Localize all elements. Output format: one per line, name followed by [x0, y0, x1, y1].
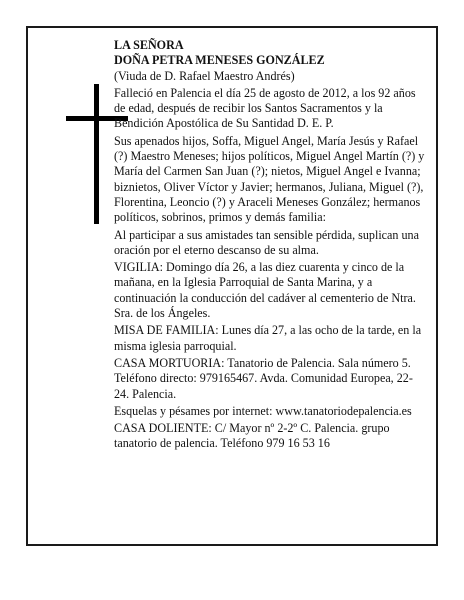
family-list: Sus apenados hijos, Soffa, Miguel Angel, María Jesús y Rafael (?) Maestro Meneses; hijos políticos, Miguel Angel Martín (?) y María del Carmen San Juan (?); nietos, Miguel Angel e Ivanna; biznietos, Oliver Víctor y Javier; hermanos, Juliana, Miguel (?), Florentina, Leoncio (?) y Araceli Meneses González; hermanos políticos, sobrinos, primos y demás familia: — [114, 133, 425, 225]
heading-line1: LA SEÑORA — [114, 38, 184, 52]
prayer-request: Al participar a sus amistades tan sensible pérdida, suplican una oración por el eterno descanso de su alma. — [114, 227, 419, 257]
cross-vertical-bar — [94, 84, 99, 224]
death-notice: Falleció en Palencia el día 25 de agosto de 2012, a los 92 años de edad, después de recibir los Santos Sacramentos y la Bendición Apostólica de Su Santidad D. E. P. — [114, 85, 416, 131]
deceased-name: DOÑA PETRA MENESES GONZÁLEZ — [114, 53, 325, 68]
vigil-info: VIGILIA: Domingo día 26, a las diez cuarenta y cinco de la mañana, en la Iglesia Parroquial de Santa Marina, y a continuación la conducción del cadáver al cementerio de Ntra. Sra. de los Ángeles. — [114, 260, 416, 321]
widow-line: (Viuda de D. Rafael Maestro Andrés) — [114, 68, 295, 83]
obituary-text — [114, 38, 426, 454]
family-home-info: CASA DOLIENTE: C/ Mayor nº 2-2º C. Palencia. grupo tanatorio de palencia. Teléfono 979 16 53 16 — [114, 421, 390, 451]
family-mass-info: MISA DE FAMILIA: Lunes día 27, a las ocho de la tarde, en la misma iglesia parroquial. — [114, 323, 422, 353]
internet-condolences: Esquelas y pésames por internet: www.tanatoriodepalencia.es — [114, 403, 412, 418]
funeral-home-info: CASA MORTUORIA: Tanatorio de Palencia. Sala número 5. Teléfono directo: 979165467. Avda. Comunidad Europea, 22-24. Palencia. — [114, 355, 413, 401]
